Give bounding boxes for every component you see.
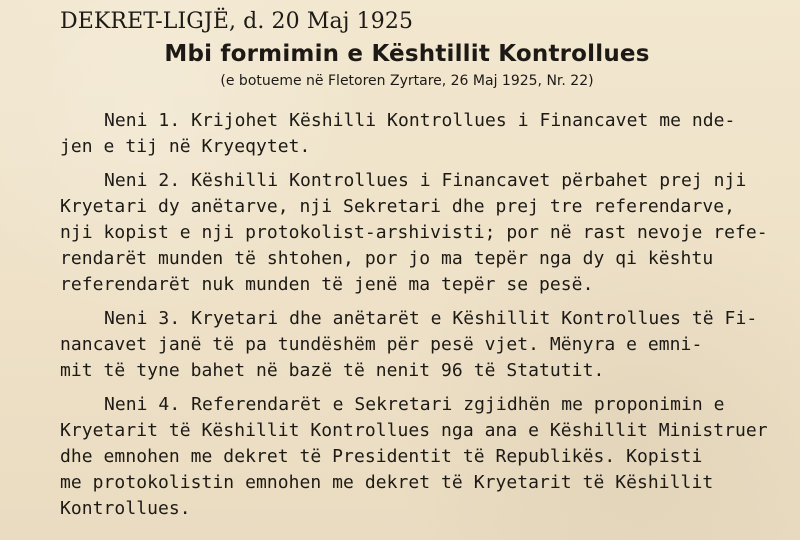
article-1 (60, 108, 754, 160)
article-2-line-1: Neni 2. Këshilli Kontrollues i Financavet përbahet prej nji (104, 170, 747, 191)
article-2-line-3: nji kopist e nji protokolist-arshivisti; por në rast nevoje refe- (60, 222, 768, 243)
article-4 (60, 392, 768, 522)
article-2-line-4: rendarët munden të shtohen, por jo ma tepër nga dy qi kështu (60, 248, 714, 269)
article-3 (60, 306, 758, 384)
article-4-line-3: dhe emnohen me dekret të Presidentit të Republikës. Kopisti (60, 446, 703, 467)
article-4-line-5: Kontrollues. (60, 498, 191, 519)
article-4-line-1: Neni 4. Referendarët e Sekretari zgjidhën me proponimin e (104, 394, 725, 415)
article-2-line-2: Kryetari dy anëtarve, nji Sekretari dhe prej tre referendarve, (60, 196, 735, 217)
article-3-line-3: mit të tyne bahet në bazë të nenit 96 të Statutit. (60, 360, 605, 381)
article-3-line-1: Neni 3. Kryetari dhe anëtarët e Këshillit Kontrollues të Fi- (104, 308, 758, 329)
article-4-line-2: Kryetarit të Këshillit Kontrollues nga ana e Këshillit Ministruer (60, 420, 768, 441)
article-3-line-2: nancavet janë të pa tundëshëm për pesë vjet. Mënyra e emni- (60, 334, 703, 355)
publication-note: (e botueme në Fletoren Zyrtare, 26 Maj 1925, Nr. 22) (220, 73, 594, 89)
article-1-line-2: jen e tij në Kryeqytet. (60, 136, 311, 157)
article-2-line-5: referendarët nuk munden të jenë ma tepër se pesë. (60, 274, 594, 295)
decree-title: DEKRET-LIGJË, d. 20 Maj 1925 (60, 9, 414, 34)
article-4-line-4: me protokolistin emnohen me dekret të Kryetarit të Këshillit (60, 472, 714, 493)
decree-heading: Mbi formimin e Kështillit Kontrollues (164, 41, 650, 67)
article-2 (60, 168, 768, 298)
article-1-line-1: Neni 1. Krijohet Këshilli Kontrollues i Financavet me nde- (104, 110, 736, 131)
